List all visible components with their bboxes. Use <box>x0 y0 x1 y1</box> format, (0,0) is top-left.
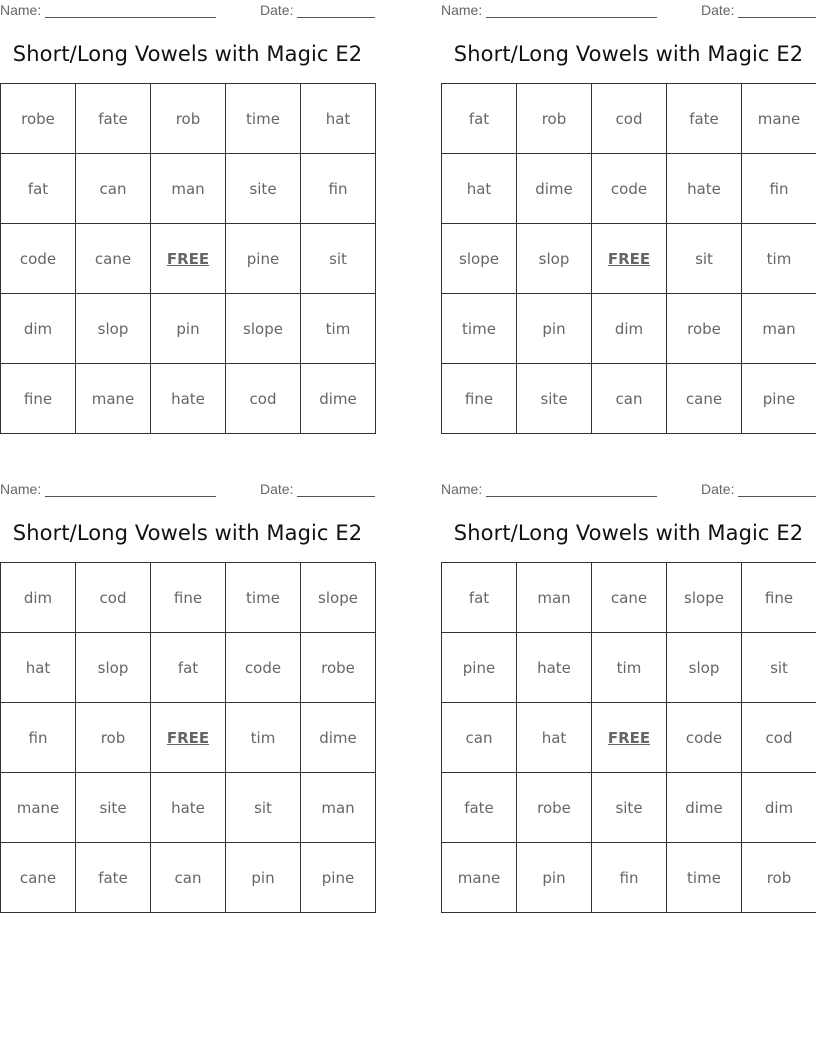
grid-cell: time <box>442 294 517 364</box>
grid-cell: slop <box>667 633 742 703</box>
bingo-grid <box>441 83 816 434</box>
grid-cell: tim <box>742 224 816 294</box>
grid-cell: fate <box>76 84 151 154</box>
grid-cell: rob <box>742 843 816 913</box>
grid-cell: hate <box>517 633 592 703</box>
grid-cell: cod <box>76 563 151 633</box>
grid-cell: tim <box>592 633 667 703</box>
grid-cell: fate <box>76 843 151 913</box>
grid-cell: hat <box>442 154 517 224</box>
bingo-card-1 <box>0 0 375 434</box>
grid-cell: pine <box>742 364 816 434</box>
date-field <box>260 481 375 497</box>
free-space-cell: FREE <box>592 224 667 294</box>
grid-row <box>442 364 816 434</box>
grid-cell: sit <box>226 773 301 843</box>
grid-cell: slope <box>667 563 742 633</box>
card-title: Short/Long Vowels with Magic E2 <box>12 521 363 545</box>
grid-cell: fat <box>442 84 517 154</box>
grid-row <box>1 563 376 633</box>
name-field <box>441 481 657 497</box>
grid-cell: time <box>667 843 742 913</box>
bingo-grid <box>441 562 816 913</box>
grid-cell: code <box>1 224 76 294</box>
name-label: Name: <box>441 481 483 497</box>
grid-cell: cane <box>592 563 667 633</box>
name-field <box>441 2 657 18</box>
bingo-grid <box>0 562 376 913</box>
grid-cell: site <box>592 773 667 843</box>
grid-row <box>442 563 816 633</box>
name-blank-line[interactable] <box>486 4 657 18</box>
grid-cell: slop <box>76 633 151 703</box>
grid-cell: can <box>442 703 517 773</box>
date-field <box>260 2 375 18</box>
grid-cell: dime <box>667 773 742 843</box>
grid-cell: dime <box>301 703 376 773</box>
grid-cell: pine <box>301 843 376 913</box>
grid-cell: man <box>742 294 816 364</box>
grid-cell: fin <box>301 154 376 224</box>
grid-cell: slop <box>76 294 151 364</box>
grid-cell: sit <box>301 224 376 294</box>
grid-cell: code <box>667 703 742 773</box>
grid-cell: site <box>76 773 151 843</box>
grid-row <box>442 773 816 843</box>
name-label: Name: <box>0 481 42 497</box>
bingo-card-3 <box>0 479 375 913</box>
free-space-cell: FREE <box>151 224 226 294</box>
grid-cell: slop <box>517 224 592 294</box>
card-header <box>0 0 375 20</box>
bingo-card-4 <box>441 479 816 913</box>
grid-cell: time <box>226 84 301 154</box>
grid-cell: slope <box>226 294 301 364</box>
grid-cell: code <box>226 633 301 703</box>
name-blank-line[interactable] <box>45 4 216 18</box>
grid-cell: mane <box>1 773 76 843</box>
name-field <box>0 481 216 497</box>
grid-cell: rob <box>517 84 592 154</box>
name-label: Name: <box>0 2 42 18</box>
grid-row <box>1 84 376 154</box>
grid-row <box>1 703 376 773</box>
grid-cell: slope <box>301 563 376 633</box>
grid-cell: rob <box>76 703 151 773</box>
date-blank-line[interactable] <box>738 4 816 18</box>
date-label: Date: <box>701 481 735 497</box>
grid-cell: cod <box>226 364 301 434</box>
grid-row <box>442 633 816 703</box>
card-title: Short/Long Vowels with Magic E2 <box>453 42 804 66</box>
grid-cell: robe <box>517 773 592 843</box>
date-field <box>701 2 816 18</box>
grid-cell: pin <box>517 843 592 913</box>
grid-cell: hat <box>517 703 592 773</box>
grid-cell: cane <box>76 224 151 294</box>
grid-cell: can <box>76 154 151 224</box>
grid-row <box>1 773 376 843</box>
grid-cell: mane <box>442 843 517 913</box>
card-title: Short/Long Vowels with Magic E2 <box>453 521 804 545</box>
free-space-cell: FREE <box>151 703 226 773</box>
grid-cell: cane <box>1 843 76 913</box>
grid-row <box>1 154 376 224</box>
grid-cell: fat <box>151 633 226 703</box>
grid-cell: fine <box>442 364 517 434</box>
grid-cell: hat <box>301 84 376 154</box>
grid-cell: sit <box>667 224 742 294</box>
grid-cell: pine <box>226 224 301 294</box>
grid-cell: fate <box>442 773 517 843</box>
date-label: Date: <box>260 2 294 18</box>
grid-cell: fin <box>742 154 816 224</box>
grid-cell: robe <box>1 84 76 154</box>
grid-cell: code <box>592 154 667 224</box>
grid-cell: site <box>517 364 592 434</box>
grid-cell: dime <box>517 154 592 224</box>
date-label: Date: <box>260 481 294 497</box>
grid-cell: fat <box>1 154 76 224</box>
name-field <box>0 2 216 18</box>
grid-cell: fin <box>592 843 667 913</box>
grid-cell: pin <box>226 843 301 913</box>
grid-cell: fin <box>1 703 76 773</box>
grid-cell: fine <box>151 563 226 633</box>
grid-cell: cod <box>742 703 816 773</box>
date-field <box>701 481 816 497</box>
name-label: Name: <box>441 2 483 18</box>
grid-row <box>442 154 816 224</box>
name-blank-line[interactable] <box>486 483 657 497</box>
grid-cell: dime <box>301 364 376 434</box>
grid-cell: dim <box>1 563 76 633</box>
grid-cell: fine <box>742 563 816 633</box>
grid-cell: man <box>301 773 376 843</box>
bingo-grid <box>0 83 376 434</box>
grid-cell: mane <box>76 364 151 434</box>
grid-cell: time <box>226 563 301 633</box>
date-label: Date: <box>701 2 735 18</box>
grid-cell: slope <box>442 224 517 294</box>
grid-row <box>1 843 376 913</box>
date-blank-line[interactable] <box>738 483 816 497</box>
grid-cell: can <box>592 364 667 434</box>
card-title: Short/Long Vowels with Magic E2 <box>12 42 363 66</box>
grid-row <box>442 703 816 773</box>
bingo-card-2 <box>441 0 816 434</box>
free-space-cell: FREE <box>592 703 667 773</box>
grid-cell: rob <box>151 84 226 154</box>
grid-cell: fat <box>442 563 517 633</box>
card-header <box>0 479 375 499</box>
grid-row <box>1 224 376 294</box>
grid-cell: robe <box>667 294 742 364</box>
grid-cell: tim <box>301 294 376 364</box>
grid-cell: dim <box>592 294 667 364</box>
grid-cell: mane <box>742 84 816 154</box>
date-blank-line[interactable] <box>297 4 375 18</box>
grid-cell: can <box>151 843 226 913</box>
grid-cell: fine <box>1 364 76 434</box>
grid-row <box>442 843 816 913</box>
grid-cell: hate <box>667 154 742 224</box>
grid-cell: sit <box>742 633 816 703</box>
grid-cell: pine <box>442 633 517 703</box>
grid-row <box>442 224 816 294</box>
grid-cell: tim <box>226 703 301 773</box>
card-header <box>441 479 816 499</box>
grid-cell: man <box>151 154 226 224</box>
grid-cell: dim <box>1 294 76 364</box>
grid-cell: pin <box>517 294 592 364</box>
grid-row <box>1 294 376 364</box>
card-header <box>441 0 816 20</box>
grid-cell: site <box>226 154 301 224</box>
grid-cell: man <box>517 563 592 633</box>
grid-cell: cane <box>667 364 742 434</box>
grid-cell: fate <box>667 84 742 154</box>
grid-cell: hate <box>151 773 226 843</box>
grid-row <box>1 633 376 703</box>
grid-cell: robe <box>301 633 376 703</box>
grid-cell: pin <box>151 294 226 364</box>
grid-row <box>442 294 816 364</box>
grid-cell: hate <box>151 364 226 434</box>
date-blank-line[interactable] <box>297 483 375 497</box>
grid-row <box>442 84 816 154</box>
name-blank-line[interactable] <box>45 483 216 497</box>
grid-cell: cod <box>592 84 667 154</box>
grid-row <box>1 364 376 434</box>
grid-cell: dim <box>742 773 816 843</box>
grid-cell: hat <box>1 633 76 703</box>
